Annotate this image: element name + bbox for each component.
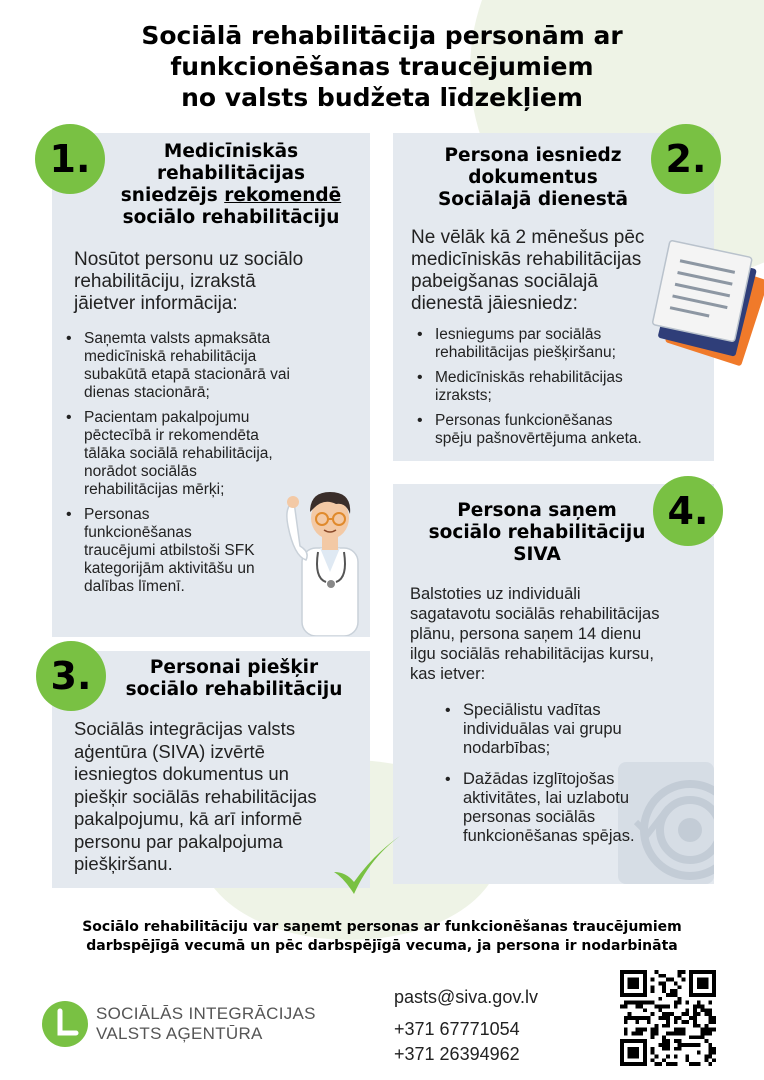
step4-title: Persona saņem sociālo rehabilitāciju SIVA [428,500,646,565]
step1-title: Medicīniskās rehabilitācijas sniedzējs rekomendē sociālo rehabilitāciju [120,141,342,228]
list-item: • Iesniegums par sociālās rehabilitācijas piešķiršanu; [435,326,725,362]
step4-list [443,701,703,858]
siva-logo-text: SOCIĀLĀS INTEGRĀCIJAS VALSTS AĢENTŪRA [96,1004,316,1043]
list-item: • Personas funkcionēšanas traucējumi atbilstoši SFK kategorijām aktivitāšu un dalības līmenī. [84,506,374,596]
step1-intro: Nosūtot personu uz sociālo rehabilitāciju, izrakstā jāietver informācija: [74,249,304,314]
step2-title: Persona iesniedz dokumentus Sociālajā dienestā [437,145,629,210]
contact-phone-2[interactable]: +371 26394962 [394,1044,520,1064]
step3-body: Sociālās integrācijas valsts aģentūra (SIVA) izvērtē iesniegtos dokumentus un piešķir sociālās rehabilitācijas pakalpojumu, kā arī informē personu par pakalpojuma piešķiršanu. [74,718,317,874]
checkmark-icon [330,832,404,902]
page-title: Sociālā rehabilitācija personām ar funkcionēšanas traucējumiem no valsts budžeta līdzekļiem [141,21,623,112]
list-item: • Pacientam pakalpojumu pēctecībā ir rekomendēta tālāka sociālā rehabilitācija, norādot sociālās rehabilitācijas mērķi; [84,409,374,499]
list-item: • Speciālistu vadītas individuālas vai grupu nodarbības; [463,701,703,758]
step3-number-badge: 3. [36,641,106,711]
siva-logo-icon [42,1001,88,1047]
step1-number-badge: 1. [35,124,105,194]
list-item: • Medicīniskās rehabilitācijas izraksts; [435,369,725,405]
list-item: • Saņemta valsts apmaksāta medicīniskā rehabilitācija subakūtā etapā stacionārā vai dienas stacionārā; [84,330,374,402]
documents-illustration [650,236,764,366]
contact-phone-1[interactable]: +371 67771054 [394,1019,520,1039]
step2-number-badge: 2. [651,124,721,194]
step4-number-badge: 4. [653,476,723,546]
eligibility-note: Sociālo rehabilitāciju var saņemt personas ar funkcionēšanas traucējumiem darbspējīgā vecumā un pēc darbspējīgā vecuma, ja persona ir nodarbināta [82,919,682,954]
contact-email[interactable]: pasts@siva.gov.lv [394,987,538,1007]
step2-intro: Ne vēlāk kā 2 mēnešus pēc medicīniskās rehabilitācijas pabeigšanas sociālajā dienestā jāiesniedz: [411,227,645,314]
list-item: • Dažādas izglītojošas aktivitātes, lai uzlabotu personas sociālās funkcionēšanas spējas. [463,770,703,846]
doctor-illustration [280,486,375,636]
qr-code[interactable] [620,970,716,1066]
list-item: • Personas funkcionēšanas spēju pašnovērtējuma anketa. [435,412,725,448]
step3-title: Personai piešķir sociālo rehabilitāciju [125,657,343,700]
step4-intro: Balstoties uz individuāli sagatavotu sociālās rehabilitācijas plānu, persona saņem 14 dienu ilgu sociālās rehabilitācijas kursu, kas ietver: [410,585,660,683]
